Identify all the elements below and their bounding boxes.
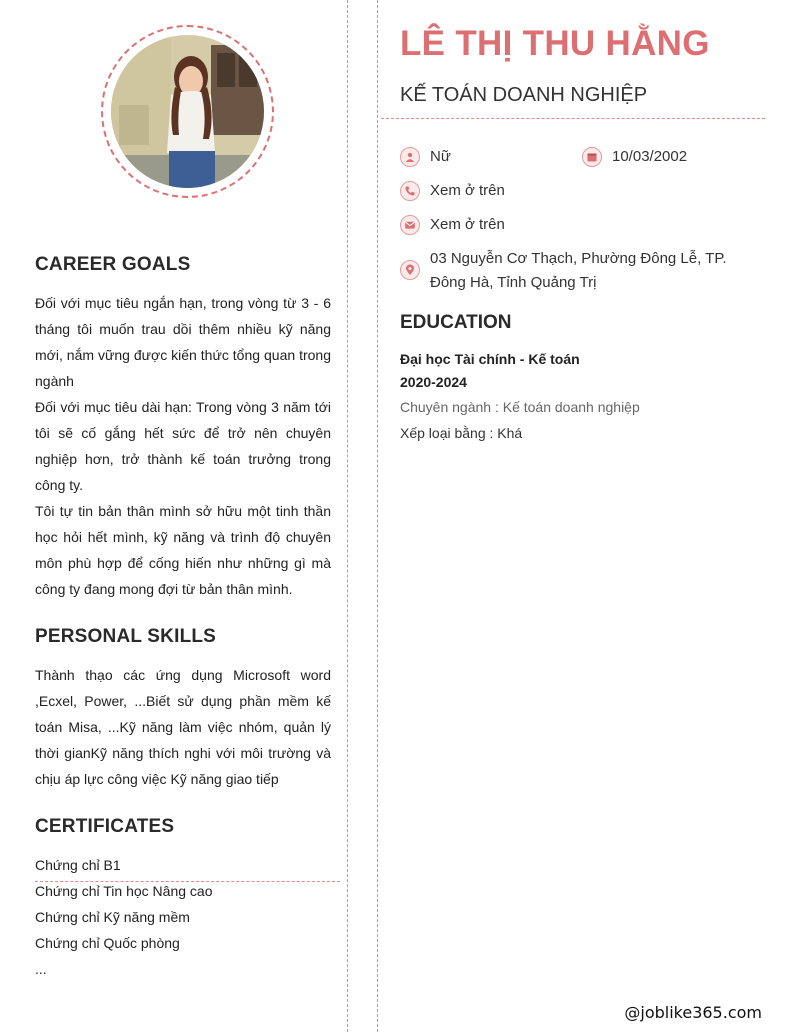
- certificate-item: Chứng chỉ B1: [35, 857, 121, 873]
- header-divider: [381, 118, 765, 119]
- avatar-frame: [101, 25, 274, 198]
- certificates-list: [35, 852, 212, 982]
- birthdate-row: [582, 145, 687, 169]
- email-value[interactable]: Xem ở trên: [430, 216, 505, 233]
- location-icon: [400, 260, 420, 280]
- education-major: Chuyên ngành : Kế toán doanh nghiệp: [400, 399, 640, 415]
- candidate-name: LÊ THỊ THU HẰNG: [400, 24, 710, 63]
- gender-value: Nữ: [430, 148, 451, 165]
- column-divider-right: [377, 0, 378, 1032]
- phone-row: [400, 179, 505, 203]
- avatar: [111, 35, 264, 188]
- phone-icon: [400, 181, 420, 201]
- certificate-item: Chứng chỉ Quốc phòng: [35, 935, 180, 951]
- certificate-item: Chứng chỉ Kỹ năng mềm: [35, 909, 190, 925]
- career-goal-paragraph: Đối với mục tiêu ngắn hạn, trong vòng từ 3 - 6 tháng tôi muốn trau dồi thêm nhiều kỹ năng mới, nắm vững được kiến thức tổng quan trong ngành: [35, 295, 331, 389]
- education-years: 2020-2024: [400, 374, 467, 390]
- user-icon: [400, 147, 420, 167]
- education-title: EDUCATION: [400, 312, 512, 333]
- career-goal-paragraph: Đối với mục tiêu dài hạn: Trong vòng 3 năm tới tôi sẽ cố gắng hết sức để trở nên chuyên nghiệp hơn, trở thành kế toán trưởng trong công ty.: [35, 399, 331, 493]
- career-goal-paragraph: Tôi tự tin bản thân mình sở hữu một tinh thần học hỏi hết mình, kỹ năng và trình độ chuyên môn phù hợp để cống hiến như những gì mà công ty đang mong đợi từ bản thân mình.: [35, 503, 331, 597]
- career-goals-title: CAREER GOALS: [35, 254, 191, 275]
- education-school: Đại học Tài chính - Kế toán: [400, 351, 580, 367]
- column-divider-left: [347, 0, 348, 1032]
- avatar-photo: [111, 35, 264, 188]
- personal-skills-text: Thành thạo các ứng dụng Microsoft word ,Ecxel, Power, ...Biết sử dụng phần mềm kế toán Misa, ...Kỹ năng làm việc nhóm, quản lý thời gianKỹ năng thích nghi với môi trường và chịu áp lực công việc Kỹ năng giao tiếp: [35, 667, 331, 787]
- job-title: KẾ TOÁN DOANH NGHIỆP: [400, 84, 648, 106]
- mail-icon: [400, 215, 420, 235]
- watermark: @joblike365.com: [624, 1003, 762, 1022]
- career-goals-text: [35, 290, 331, 602]
- calendar-icon: [582, 147, 602, 167]
- address-row: [400, 247, 750, 295]
- address-value: 03 Nguyễn Cơ Thạch, Phường Đông Lễ, TP. Đông Hà, Tỉnh Quảng Trị: [430, 250, 727, 291]
- personal-skills-title: PERSONAL SKILLS: [35, 626, 217, 647]
- email-row: [400, 213, 505, 237]
- certificate-item: ...: [35, 961, 47, 977]
- certificates-title: CERTIFICATES: [35, 816, 175, 837]
- phone-value[interactable]: Xem ở trên: [430, 182, 505, 199]
- gender-row: [400, 145, 451, 169]
- birthdate-value: 10/03/2002: [612, 148, 688, 165]
- certificate-item: Chứng chỉ Tin học Nâng cao: [35, 883, 213, 899]
- education-grade: Xếp loại bằng : Khá: [400, 425, 523, 441]
